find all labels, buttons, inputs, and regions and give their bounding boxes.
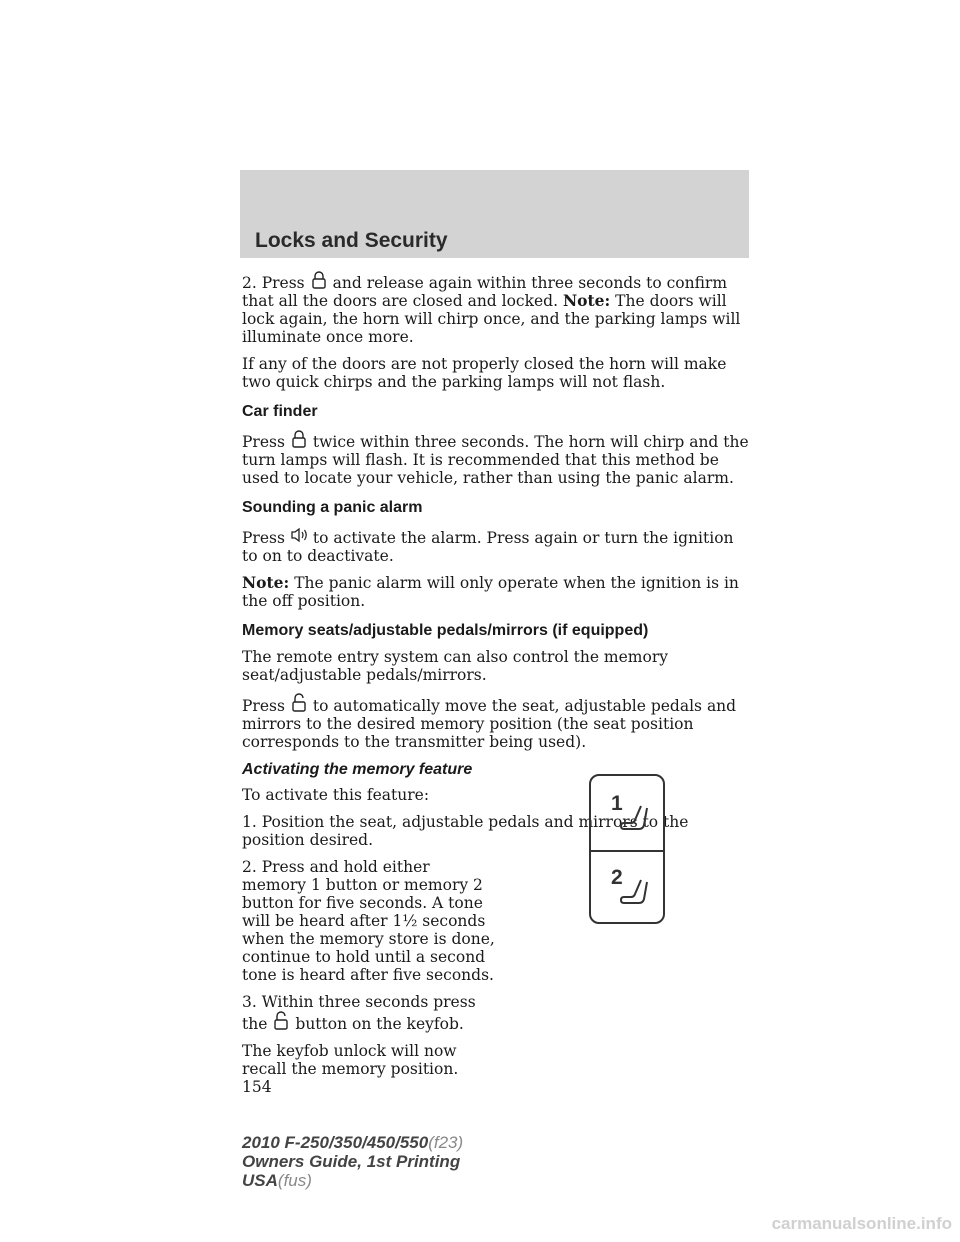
footer-line-1: [242, 1133, 463, 1152]
footer-model: 2010 F-250/350/450/550: [242, 1133, 429, 1152]
note-label: Note:: [242, 573, 290, 592]
footer-line-2: Owners Guide, 1st Printing: [242, 1152, 461, 1171]
footer-model-code: (f23): [428, 1133, 464, 1152]
footer-region-code: (fus): [277, 1171, 312, 1190]
text: 2. Press: [242, 274, 305, 292]
paragraph-memory-intro: The remote entry system can also control the memory seat/adjustable pedals/mirrors.: [242, 648, 669, 684]
paragraph-recall: The keyfob unlock will now recall the memory position.: [242, 1042, 459, 1078]
lock-icon: [308, 270, 330, 290]
paragraph-step-1: 1. Position the seat, adjustable pedals and mirrors to the position desired.: [242, 813, 689, 849]
memory-button-1-number: 1: [611, 792, 623, 815]
heading-activating-memory: Activating the memory feature: [242, 761, 473, 778]
heading-car-finder: Car finder: [242, 403, 318, 420]
paragraph-panic-note: [242, 574, 752, 610]
paragraph-activate-intro: To activate this feature:: [242, 786, 430, 804]
note-text: The doors will lock again, the horn will chirp once, and the parking lamps will illuminate once more.: [242, 292, 741, 346]
heading-memory-seats: Memory seats/adjustable pedals/mirrors (if equipped): [242, 622, 649, 639]
memory-button-2: [605, 866, 651, 912]
paragraph-doors-not-closed: If any of the doors are not properly closed the horn will make two quick chirps and the parking lamps will not flash.: [242, 355, 727, 391]
text: to automatically move the seat, adjustable pedals and mirrors to the desired memory position (the seat position corresponds to the transmitter being used).: [242, 697, 737, 751]
paragraph-confirm-lock: [242, 270, 752, 346]
text: Press: [242, 433, 285, 451]
text: button on the keyfob.: [295, 1015, 464, 1033]
panic-alarm-icon: [288, 525, 310, 545]
note-text: The panic alarm will only operate when the ignition is in the off position.: [242, 574, 739, 610]
paragraph-step-3: [242, 993, 497, 1033]
page-content: [242, 270, 752, 1096]
heading-panic-alarm: Sounding a panic alarm: [242, 499, 423, 516]
lock-icon: [288, 429, 310, 449]
paragraph-car-finder: [242, 429, 752, 487]
memory-button-1: [605, 792, 651, 838]
paragraph-step-2: 2. Press and hold either memory 1 button or memory 2 button for five seconds. A tone will be heard after 1½ seconds when the memory store is done, continue to hold until a second tone is heard after five seconds.: [242, 858, 495, 984]
note-label: Note:: [562, 291, 611, 310]
document-footer: [242, 1133, 463, 1190]
paragraph-memory-press: [242, 693, 752, 751]
text: Press: [242, 529, 285, 547]
watermark: carmanualsonline.info: [771, 1214, 952, 1233]
unlock-icon: [288, 693, 310, 713]
memory-button-2-number: 2: [611, 866, 623, 889]
unlock-icon: [270, 1011, 292, 1031]
text: Press: [242, 697, 285, 715]
section-title: Locks and Security: [255, 229, 448, 252]
text: twice within three seconds. The horn will chirp and the turn lamps will flash. It is recommended that this method be used to locate your vehicle, rather than using the panic alarm.: [242, 433, 749, 487]
text: 3. Within three seconds press the: [242, 993, 476, 1033]
seat-icon: [619, 804, 651, 834]
footer-region: USA: [242, 1171, 278, 1190]
page-number: 154: [242, 1078, 272, 1096]
text: to activate the alarm. Press again or turn the ignition to on to deactivate.: [242, 529, 734, 565]
footer-line-3: [242, 1171, 463, 1190]
paragraph-panic: [242, 525, 752, 565]
panel-divider: [591, 850, 663, 852]
text: and release again within three seconds to confirm that all the doors are closed and locked.: [242, 274, 728, 310]
seat-icon: [619, 878, 651, 908]
memory-button-panel-illustration: [589, 774, 665, 924]
